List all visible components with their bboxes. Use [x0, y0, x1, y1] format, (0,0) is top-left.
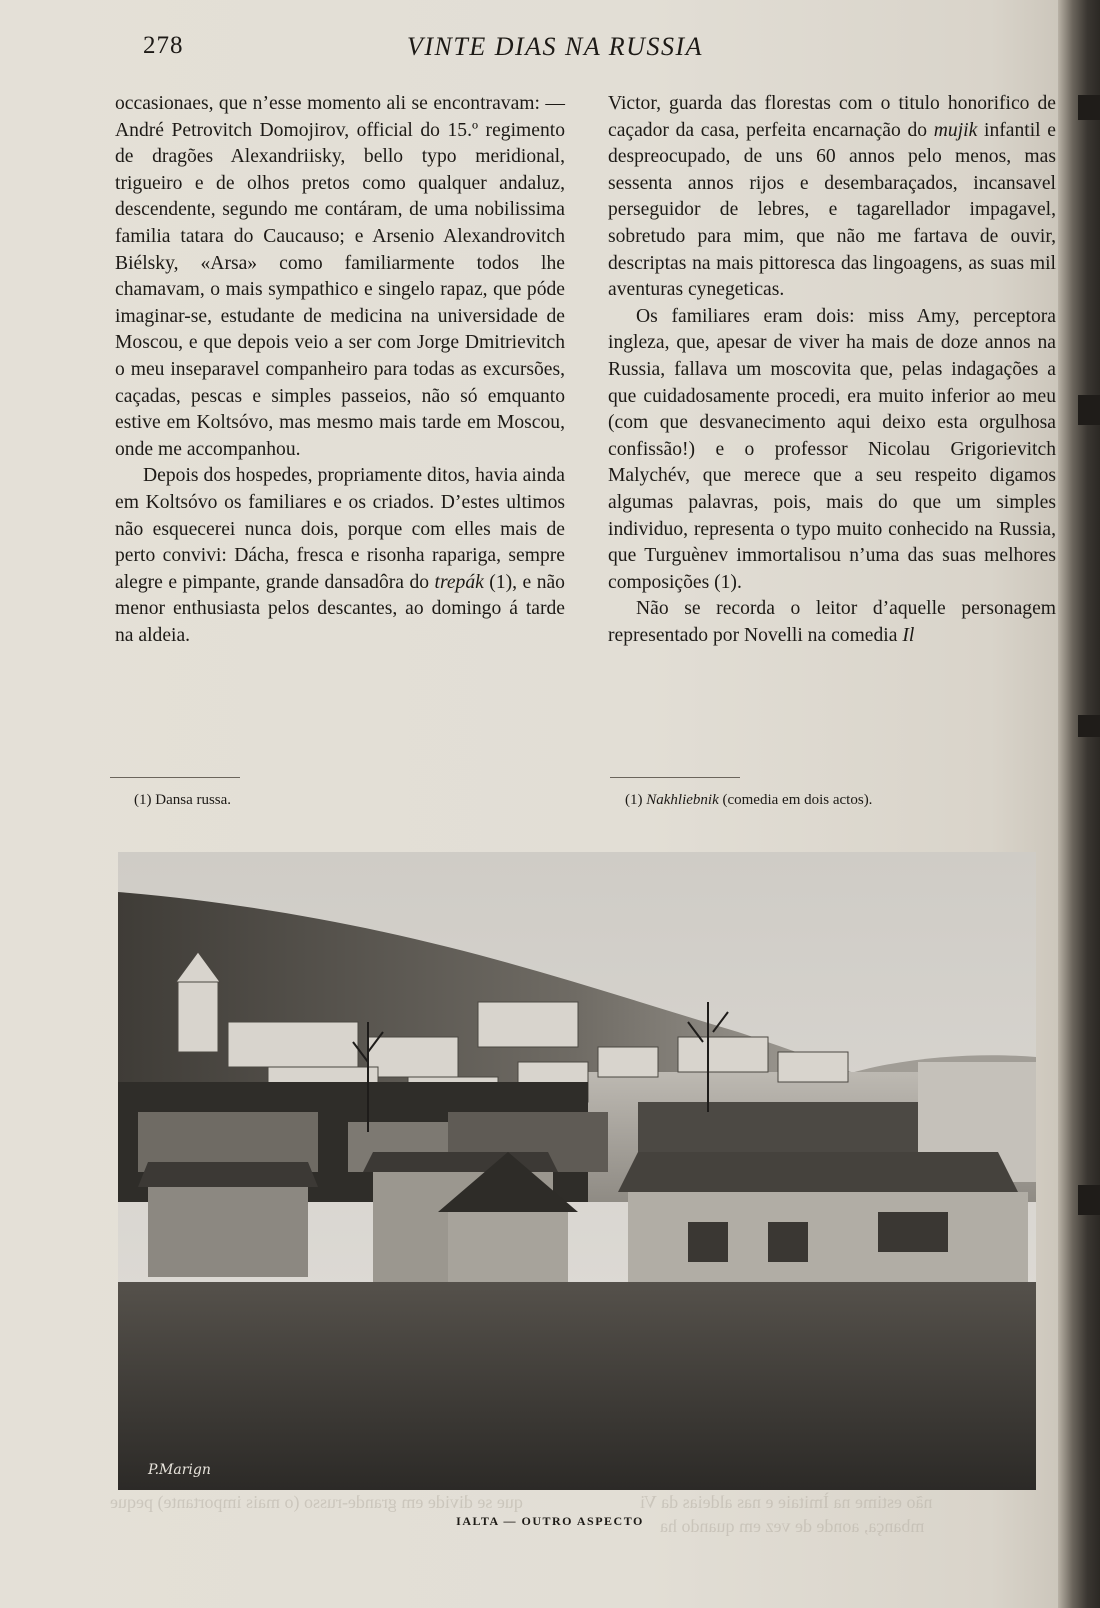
- page-number: 278: [143, 32, 184, 59]
- footnote-left: (1) Dansa russa.: [134, 792, 232, 808]
- footnote-right: (1) Nakhliebnik (comedia em dois actos).: [625, 792, 873, 808]
- binding-tab: [1078, 395, 1100, 425]
- photographer-signature: P.Marign: [148, 1462, 211, 1478]
- paragraph: Depois dos hospedes, propriamente ditos, havia ainda em Koltsóvo os familiares e os criados. D’estes ultimos não esquecerei nunca dois, porque com elles mais de perto convivi: Dácha, fresca e risonha rapariga, sempre alegre e pimpante, grande dansadôra do trepák (1), e não menor enthusiasta pelos descantes, ao domingo á tarde na aldeia.: [115, 465, 565, 646]
- photograph-ialta: [118, 852, 1036, 1490]
- page-header: [0, 30, 1060, 70]
- binding-tab: [1078, 95, 1100, 120]
- bleed-through-text: mbança, aonde de vez em quando ha: [660, 1516, 925, 1536]
- running-title: VINTE DIAS NA RUSSIA: [407, 32, 703, 61]
- paragraph: Os familiares eram dois: miss Amy, perceptora ingleza, que, apesar de viver ha mais de doze annos na Russia, fallava um moscovita que, pelas indagações a que cuidadosamente procedi, era muito inferior ao meu (com que desvanecimento aqui deixo esta orgulhosa confissão!) e o professor Nicolau Grigorievitch Malychév, que merece que a seu respeito digamos algumas palavras, pois, mais do que um simples individuo, representa o typo muito conhecido na Russia, que Turguènev immortalisou n’uma das suas melhores composições (1).: [608, 305, 1056, 593]
- book-spine-shadow: [1058, 0, 1100, 1608]
- footnote-rule: [610, 777, 740, 778]
- paragraph: Victor, guarda das florestas com o titulo honorifico de caçador da casa, perfeita encarnação do mujik infantil e despreocupado, de uns 60 annos pelo menos, mas sessenta annos rijos e desembaraçados, incansavel perseguidor de lebres, e tagarellador impagavel, sobretudo para mim, que não me fartava de ouvir, descriptas na mais pittoresca das lingoagens, as suas mil aventuras cynegeticas.: [608, 93, 1056, 301]
- paragraph: Não se recorda o leitor d’aquelle personagem representado por Novelli na comedia Il: [608, 598, 1056, 646]
- bleed-through-text: não estime na Ìmitaie e nas aldeias da Vi: [640, 1492, 933, 1512]
- italic-term: Il: [902, 624, 915, 646]
- italic-term: trepák: [434, 571, 484, 593]
- figure-caption: IALTA — OUTRO ASPECTO: [456, 1514, 644, 1528]
- bleed-through-text: que se divide em grande-russo (o mais importante) peque: [110, 1492, 523, 1512]
- binding-tab: [1078, 1185, 1100, 1215]
- italic-term: mujik: [933, 119, 978, 141]
- right-column: [608, 91, 1056, 649]
- paragraph: occasionaes, que n’esse momento ali se encontravam: — André Petrovitch Domojirov, official do 15.º regimento de dragões Alexandriisky, bello typo meridional, trigueiro e de olhos pretos como qualquer andaluz, descendente, segundo me contáram, de uma nobilissima familia tatara do Caucauso; e Arsenio Alexandrovitch Biélsky, «Arsa» como familiarmente todos lhe chamavam, o mais sympathico e singelo rapaz, que póde imaginar-se, estudante de medicina na universidade de Moscou, e que depois veio a ser com Jorge Dmitrievitch o meu inseparavel companheiro para todas as excursões, caçadas, pescas e simples passeios, não só emquanto estive em Koltsóvo, mas mesmo mais tarde em Moscou, onde me accompanhou.: [115, 93, 565, 460]
- footnote-rule: [110, 777, 240, 778]
- left-column: [115, 91, 565, 649]
- binding-tab: [1078, 715, 1100, 737]
